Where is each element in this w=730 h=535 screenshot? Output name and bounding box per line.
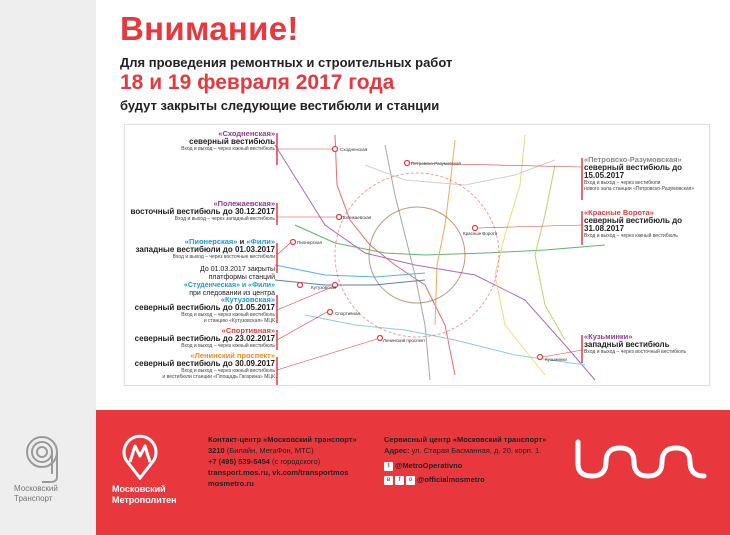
note-krasn-name: «Красные Ворота»: [584, 208, 654, 217]
note-kutuz-info1: Вход и выход – через южный вестибюль: [181, 312, 275, 318]
vk-icon[interactable]: в: [384, 476, 393, 485]
map-label-krasnye: Красные Ворота: [463, 231, 498, 236]
note-skhod-info: Вход и выход – через южный вестибюль: [181, 146, 275, 152]
contact-site-metro[interactable]: mosmetro.ru: [208, 479, 254, 488]
contact-phone[interactable]: +7 (495) 539-5454: [208, 457, 270, 466]
facebook-icon[interactable]: f: [395, 476, 404, 485]
note-platforms-l2: платформы станций: [208, 274, 275, 281]
map-label-leninsky: Ленинский проспект: [383, 338, 426, 343]
note-pioner-name-b: «Фили»: [246, 237, 275, 246]
metro-line-2: Метрополитен: [112, 495, 177, 505]
note-pionerskaya: «Пионерская» и «Фили» западные вестибюли до 01.03.2017 Вход и выход – через восточные вестибюли: [120, 238, 275, 260]
line-yellow: [495, 135, 545, 375]
odnoklassniki-icon[interactable]: о: [406, 476, 415, 485]
note-petr-what: северный вестибюль до 15.05.2017: [584, 163, 683, 180]
note-skhod-what: северный вестибюль: [189, 137, 275, 146]
map-label-sportivnaya: Спортивная: [335, 311, 360, 316]
map-label-pionerskaya: Пионерская: [297, 240, 322, 245]
note-platforms: [120, 266, 275, 298]
mosgt-line-2: Транспорт: [14, 494, 53, 503]
address-value: ул. Старая Басманная, д. 20, корп. 1.: [409, 446, 542, 455]
note-leninsky: [110, 352, 275, 380]
subtitle-line-2: будут закрыты следующие вестибюли и станции: [120, 98, 440, 113]
marker-sportivnaya: [328, 310, 333, 315]
note-skhodnenskaya: [130, 130, 275, 152]
contact-center-block: [208, 434, 357, 489]
social-handle[interactable]: @officialmosmetro: [417, 475, 485, 484]
note-polezh-info: Вход и выход – через западный вестибюль: [174, 216, 275, 222]
contact-sites[interactable]: transport.mos.ru, vk.com/transportmos: [208, 468, 349, 477]
note-sport-info: Вход и выход – через южный вестибюль: [181, 343, 275, 349]
line-green: [295, 225, 605, 255]
note-kuzm-what: западный вестибюль: [584, 340, 670, 349]
note-sport-what: северный вестибюль до 23.02.2017: [134, 334, 275, 343]
note-krasn-info: Вход и выход – через южный вестибюль: [584, 233, 678, 239]
service-center-block: [384, 434, 546, 485]
mosgt-line-1: Московский: [14, 484, 58, 493]
note-petrovsko: [584, 156, 704, 192]
note-krasnye: [584, 209, 704, 239]
note-kuzminki: [584, 333, 704, 355]
note-kutuz-info2: и станцию «Кутузовская» МЦК: [203, 318, 275, 324]
map-label-kuzminki: Кузьминки: [545, 357, 567, 362]
contact-short-note: (Билайн, МегаФон, МТС): [224, 446, 314, 455]
map-label-petrovsko: Петровско-Разумовская: [411, 161, 461, 166]
note-kutuz-name: «Кутузовская»: [220, 295, 275, 304]
page-title: Внимание!: [120, 10, 299, 47]
note-platforms-name: «Студенческая» и «Фили»: [184, 282, 275, 289]
note-platforms-l3: при следовании из центра: [189, 290, 275, 297]
marker-petrovsko: [405, 161, 410, 166]
note-lenin-info2: и вестибюли станции «Площадь Гагарина» МЦК: [162, 374, 275, 380]
map-label-polezhaevskaya: Полежаевская: [341, 215, 372, 220]
moscow-transport-name: [14, 484, 58, 504]
twitter-handle[interactable]: @MetroOperativno: [395, 461, 463, 470]
note-kutuz-what: северный вестибюль до 01.05.2017: [134, 303, 275, 312]
metro-line-1: Московский: [112, 484, 166, 494]
note-sport-name: «Спортивная»: [221, 326, 275, 335]
transport-wave-logo-icon: [572, 432, 712, 484]
note-polezhaevskaya: [120, 200, 275, 222]
note-pioner-info: Вход и выход – через восточные вестибюли: [172, 254, 275, 260]
line-purple: [275, 145, 595, 380]
note-kutuzovskaya: [120, 296, 275, 324]
metro-logo-icon: [118, 434, 162, 480]
subtitle-line-1: Для проведения ремонтных и строительных работ: [120, 55, 453, 70]
note-pioner-what: западные вестибюли до 01.03.2017: [135, 245, 275, 254]
note-sportivnaya: [120, 327, 275, 349]
note-polezh-name: «Полежаевская»: [213, 199, 275, 208]
note-platforms-l1: До 01.03.2017 закрыты: [200, 266, 275, 273]
marker-kuzminki: [538, 355, 543, 360]
note-petr-name: «Петровско-Разумовская»: [584, 155, 682, 164]
marker-leninsky: [378, 336, 383, 341]
marker-krasnye: [473, 226, 478, 231]
map-label-skhodnenskaya: Сходненская: [340, 147, 368, 152]
note-lenin-what: северный вестибюль до 30.09.2017: [134, 359, 275, 368]
line-lightgreen: [535, 165, 565, 340]
closure-date: 18 и 19 февраля 2017 года: [120, 71, 395, 94]
note-petr-info1: Вход и выход – через вестибюли: [584, 180, 661, 186]
line-orange: [435, 140, 455, 325]
note-krasn-what: северный вестибюль до 31.08.2017: [584, 216, 683, 233]
contact-title: Контакт-центр «Московский транспорт»: [208, 435, 357, 444]
line-blue: [275, 265, 425, 277]
marker-pionerskaya: [291, 240, 296, 245]
address-label: Адрес:: [384, 446, 410, 455]
note-skhod-name: «Сходненская»: [218, 129, 275, 138]
contact-short-number[interactable]: 3210: [208, 446, 225, 455]
twitter-icon[interactable]: t: [384, 462, 393, 471]
note-lenin-info1: Вход и выход – через южный вестибюль: [181, 368, 275, 374]
note-lenin-name: «Ленинский проспект»: [190, 351, 275, 360]
metro-name: [112, 484, 177, 506]
note-kuzm-info: Вход и выход – через восточный вестибюль: [584, 349, 687, 355]
note-kuzm-name: «Кузьминки»: [584, 332, 633, 341]
marker-skhodnenskaya: [333, 147, 338, 152]
map-label-kutuz: Кутузовская: [311, 285, 337, 290]
moscow-transport-logo-icon: [20, 432, 70, 484]
contact-phone-note: (с городского): [269, 457, 321, 466]
note-pioner-name-a: «Пионерская»: [184, 237, 238, 246]
marker-fili: [298, 283, 303, 288]
service-title: Сервисный центр «Московский транспорт»: [384, 435, 547, 444]
note-polezh-what: восточный вестибюль до 30.12.2017: [130, 207, 275, 216]
note-petr-info2: нового зала станции «Петровско-Разумовская»: [584, 186, 695, 192]
